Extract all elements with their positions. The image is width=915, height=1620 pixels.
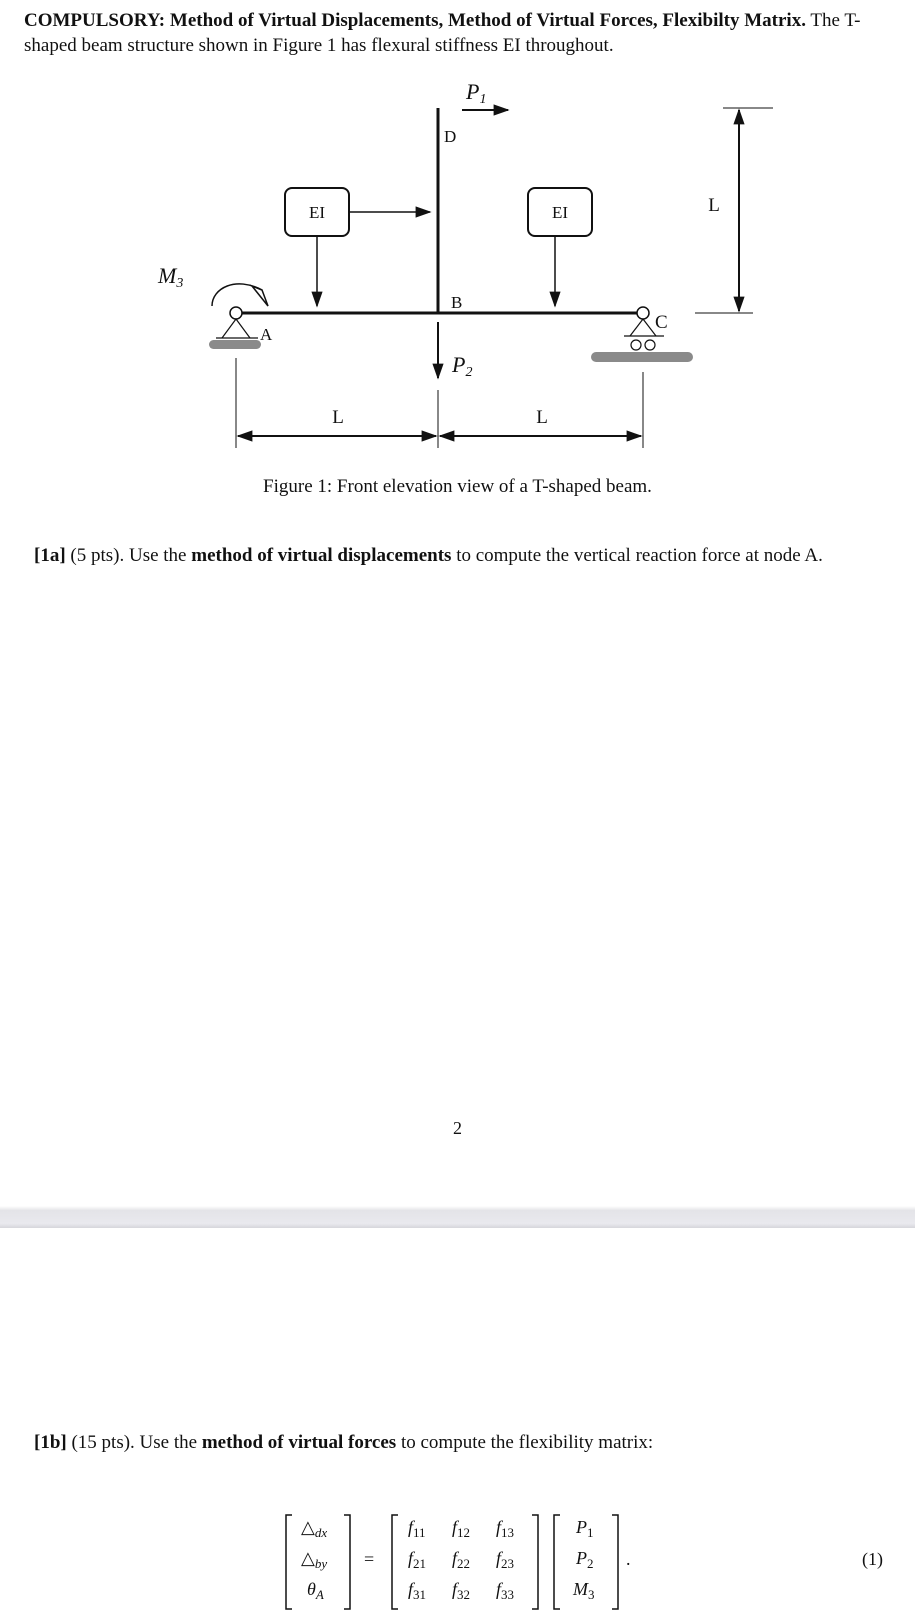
pin-c-leg-left (630, 319, 643, 336)
flexibility-equation (0, 1505, 915, 1617)
q1b-tag: [1b] (34, 1432, 67, 1453)
matrix-bracket-left (392, 1515, 398, 1609)
node-c-label: C (655, 312, 668, 333)
rhs-entry-1: $P_1$ (576, 1517, 594, 1540)
equals-sign: = (364, 1549, 375, 1569)
intro-text: The T-shaped beam structure shown in Figure 1 has flexural stiffness EI throughout. (24, 10, 861, 56)
lhs-bracket-left (286, 1515, 292, 1609)
q1a-method: method of virtual displacements (191, 545, 452, 566)
lhs-entry-3: $\theta_A$ (307, 1579, 324, 1602)
pin-a (230, 307, 242, 319)
lhs-entry-1: $\triangle_{dx}$ (301, 1517, 328, 1540)
lhs-bracket-right (344, 1515, 350, 1609)
node-b-label: B (451, 293, 463, 312)
m3-arrowhead (252, 286, 268, 306)
page-number: 2 (453, 1118, 462, 1138)
dim-label-left: L (332, 407, 344, 428)
matrix-entry-f12: $f_{12}$ (452, 1517, 471, 1540)
intro-paragraph (24, 8, 894, 58)
figure-caption: Figure 1: Front elevation view of a T-shaped beam. (263, 476, 652, 497)
question-1a (34, 545, 823, 567)
matrix-entry-f11: $f_{11}$ (408, 1517, 426, 1540)
q1a-pts: (5 pts). Use the (70, 545, 187, 566)
rhs-bracket-left (554, 1515, 560, 1609)
equation-number: (1) (862, 1549, 883, 1569)
matrix-entry-f22: $f_{22}$ (452, 1548, 471, 1571)
matrix-entry-f32: $f_{32}$ (452, 1579, 471, 1602)
pin-a-leg-right (236, 319, 250, 338)
q1a-rest: to compute the vertical reaction force at node A. (456, 545, 823, 566)
figure-1-diagram (0, 70, 915, 450)
matrix-entry-f21: $f_{21}$ (408, 1548, 427, 1571)
pin-c (637, 307, 649, 319)
node-d-label: D (444, 127, 457, 146)
ei-label-left: EI (308, 203, 326, 222)
roller-left (631, 340, 641, 350)
matrix-bracket-right (532, 1515, 538, 1609)
ground-a (209, 340, 261, 349)
roller-right (645, 340, 655, 350)
question-1b (34, 1432, 653, 1454)
rhs-entry-3: $M_3$ (573, 1579, 595, 1602)
ground-c (591, 352, 693, 362)
p2-label: P2 (452, 352, 473, 380)
page-separator (0, 1206, 915, 1228)
rhs-entry-2: $P_2$ (576, 1548, 594, 1571)
intro-heading: COMPULSORY: Method of Virtual Displacements, Method of Virtual Forces, Flexibilty Matrix. (24, 10, 806, 31)
matrix-entry-f23: $f_{23}$ (496, 1548, 515, 1571)
dim-label-right: L (536, 407, 548, 428)
lhs-entry-2: $\triangle_{by}$ (301, 1548, 328, 1571)
p1-label: P1 (466, 79, 487, 107)
m3-label: M3 (158, 263, 184, 291)
rhs-bracket-right (612, 1515, 618, 1609)
equation-period: . (626, 1549, 631, 1569)
matrix-entry-f31: $f_{31}$ (408, 1579, 427, 1602)
q1b-rest: to compute the flexibility matrix: (400, 1432, 654, 1453)
matrix-entry-f13: $f_{13}$ (496, 1517, 515, 1540)
ei-label-right: EI (551, 203, 569, 222)
q1b-method: method of virtual forces (201, 1432, 397, 1453)
dim-label-vertical: L (708, 195, 720, 216)
q1b-pts: (15 pts). Use the (71, 1432, 198, 1453)
q1a-tag: [1a] (34, 545, 66, 566)
node-a-label: A (260, 325, 273, 344)
matrix-entry-f33: $f_{33}$ (496, 1579, 515, 1602)
pin-a-leg-left (222, 319, 236, 338)
